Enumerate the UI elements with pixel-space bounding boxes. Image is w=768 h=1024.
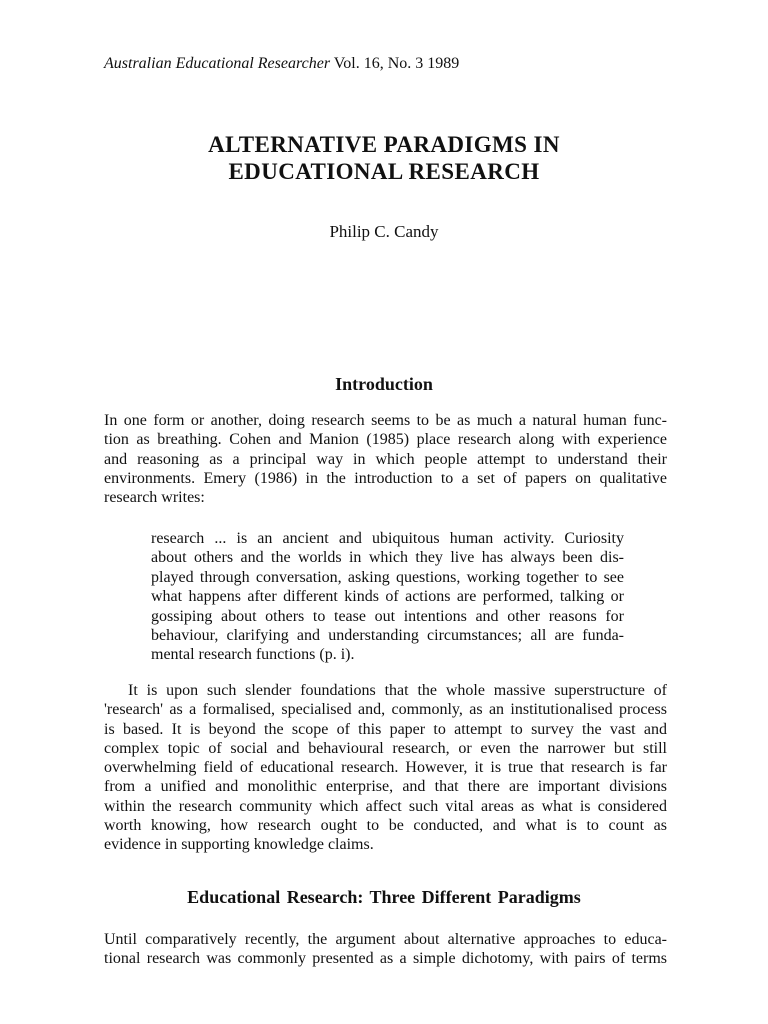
text-line: and reasoning as a principal way in which people attempt to understand their (104, 450, 667, 468)
text-line: worth knowing, how research ought to be conducted, and what is to count as (104, 817, 667, 835)
journal-header (104, 54, 459, 74)
text-line: is based. It is beyond the scope of this paper to attempt to survey the vast and (104, 720, 667, 738)
text-line: It is upon such slender foundations that the whole massive superstructure of (128, 682, 667, 699)
text-line: evidence in supporting knowledge claims. (104, 836, 374, 854)
section-heading-introduction: Introduction (335, 374, 433, 394)
paragraph-introduction (104, 411, 667, 507)
text-line: environments. Emery (1986) in the introduction to a set of papers on qualitative (104, 469, 667, 487)
journal-name: Australian Educational Researcher (104, 55, 331, 72)
block-quote (151, 529, 624, 665)
article-author: Philip C. Candy (329, 222, 439, 241)
quote-line: gossiping about others to tease out intentions and other reasons for (151, 607, 624, 625)
paragraph-foundations (104, 681, 667, 855)
article-title-line-2: EDUCATIONAL RESEARCH (228, 159, 540, 184)
journal-volume: Vol. 16, No. 3 (333, 55, 424, 72)
quote-line: behaviour, clarifying and understanding circumstances; all are funda- (151, 627, 624, 645)
text-line: 'research' as a formalised, specialised and, commonly, as an institutionalised process (104, 701, 667, 719)
text-line: from a unified and monolithic enterprise, and that there are important divisions (104, 778, 667, 796)
section-heading-paradigms: Educational Research: Three Different Paradigms (187, 887, 581, 907)
paragraph-paradigms (104, 930, 667, 969)
text-line: tion as breathing. Cohen and Manion (1985) place research along with experience (104, 431, 667, 449)
article-title (0, 131, 768, 185)
quote-line: about others and the worlds in which they live has always been dis- (151, 549, 624, 567)
quote-line: played through conversation, asking questions, working together to see (151, 568, 624, 586)
text-line: tional research was commonly presented as a simple dichotomy, with pairs of terms (104, 950, 667, 968)
journal-year: 1989 (427, 55, 460, 72)
text-line: In one form or another, doing research seems to be as much a natural human func- (104, 412, 667, 429)
quote-line: research ... is an ancient and ubiquitous human activity. Curiosity (151, 530, 624, 547)
text-line: Until comparatively recently, the argument about alternative approaches to educa- (104, 931, 667, 948)
text-line: complex topic of social and behavioural research, or even the narrower but still (104, 739, 667, 757)
quote-line: what happens after different kinds of actions are performed, talking or (151, 588, 624, 606)
article-title-line-1: ALTERNATIVE PARADIGMS IN (208, 132, 560, 157)
text-line: overwhelming field of educational research. However, it is true that research is far (104, 759, 667, 777)
text-line: research writes: (104, 489, 205, 507)
text-line: within the research community which affect such vital areas as what is considered (104, 797, 667, 815)
quote-line: mental research functions (p. i). (151, 646, 355, 664)
